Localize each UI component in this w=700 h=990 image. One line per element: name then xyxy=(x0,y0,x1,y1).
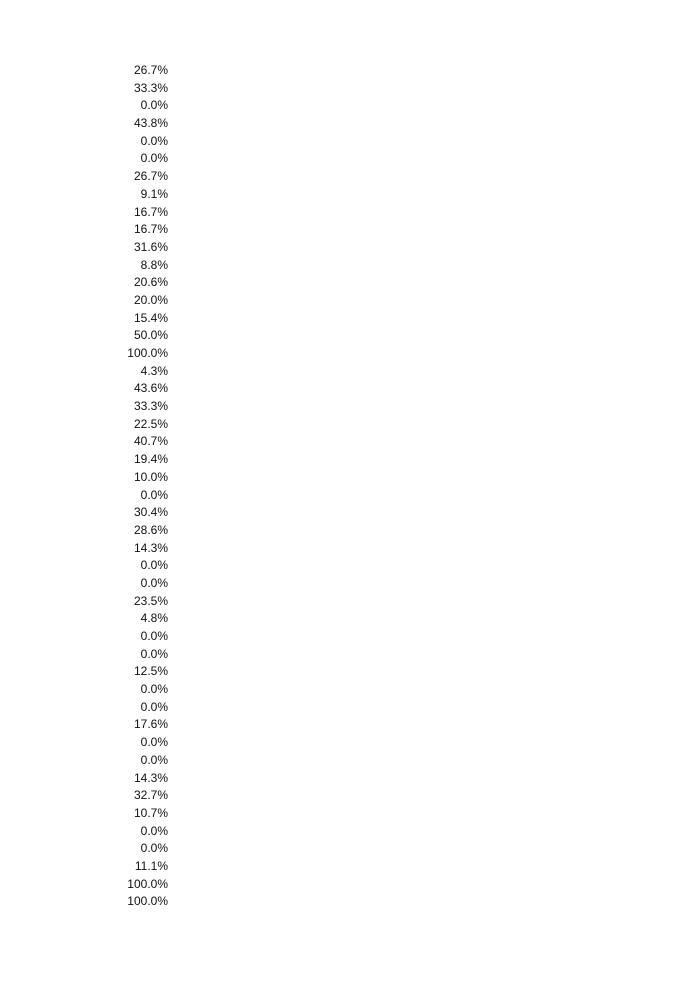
percentage-cell: 16.7% xyxy=(133,204,168,219)
percentage-cell: 0.0% xyxy=(140,575,168,590)
percentage-cell: 19.4% xyxy=(133,452,168,467)
percentage-cell: 0.0% xyxy=(140,735,168,750)
percentage-cell: 43.8% xyxy=(133,116,168,131)
percentage-cell: 22.5% xyxy=(133,416,168,431)
percentage-cell: 0.0% xyxy=(140,487,168,502)
percentage-cell: 10.0% xyxy=(133,469,168,484)
percentage-cell: 100.0% xyxy=(127,894,168,909)
percentage-cell: 0.0% xyxy=(140,841,168,856)
percentage-cell: 33.3% xyxy=(133,80,168,95)
percentage-cell: 0.0% xyxy=(140,98,168,113)
percentage-cell: 0.0% xyxy=(140,699,168,714)
percentage-cell: 26.7% xyxy=(133,63,168,77)
percentage-cell: 20.0% xyxy=(133,292,168,307)
percentage-cell: 0.0% xyxy=(140,752,168,767)
percentage-cell: 0.0% xyxy=(140,629,168,643)
percentage-cell: 40.7% xyxy=(133,434,168,449)
percentage-column xyxy=(100,62,168,911)
percentage-cell: 14.3% xyxy=(133,540,168,555)
percentage-cell: 4.8% xyxy=(140,611,168,626)
percentage-cell: 100.0% xyxy=(127,876,168,891)
percentage-cell: 10.7% xyxy=(133,805,168,820)
percentage-cell: 15.4% xyxy=(133,310,168,325)
percentage-cell: 12.5% xyxy=(133,664,168,679)
percentage-cell: 23.5% xyxy=(133,593,168,608)
percentage-cell: 11.1% xyxy=(134,858,168,873)
percentage-cell: 28.6% xyxy=(133,522,168,537)
percentage-cell: 30.4% xyxy=(133,505,168,520)
percentage-cell: 43.6% xyxy=(133,381,168,396)
percentage-cell: 50.0% xyxy=(133,328,168,343)
percentage-cell: 20.6% xyxy=(133,275,168,290)
percentage-cell: 8.8% xyxy=(140,257,168,272)
percentage-cell: 31.6% xyxy=(133,239,168,254)
percentage-cell: 14.3% xyxy=(133,770,168,785)
percentage-cell: 0.0% xyxy=(140,646,168,661)
percentage-cell: 32.7% xyxy=(133,788,168,803)
percentage-cell: 0.0% xyxy=(140,558,168,573)
percentage-cell: 4.3% xyxy=(140,363,168,378)
percentage-cell: 9.1% xyxy=(140,186,168,201)
percentage-cell: 16.7% xyxy=(133,222,168,237)
percentage-cell: 0.0% xyxy=(140,823,168,838)
percentage-cell: 0.0% xyxy=(140,151,168,166)
percentage-cell: 33.3% xyxy=(133,399,168,414)
percentage-cell: 100.0% xyxy=(127,346,168,360)
percentage-cell: 17.6% xyxy=(133,717,168,732)
percentage-cell: 0.0% xyxy=(140,682,168,697)
percentage-cell: 0.0% xyxy=(140,133,168,148)
percentage-cell: 26.7% xyxy=(133,169,168,184)
